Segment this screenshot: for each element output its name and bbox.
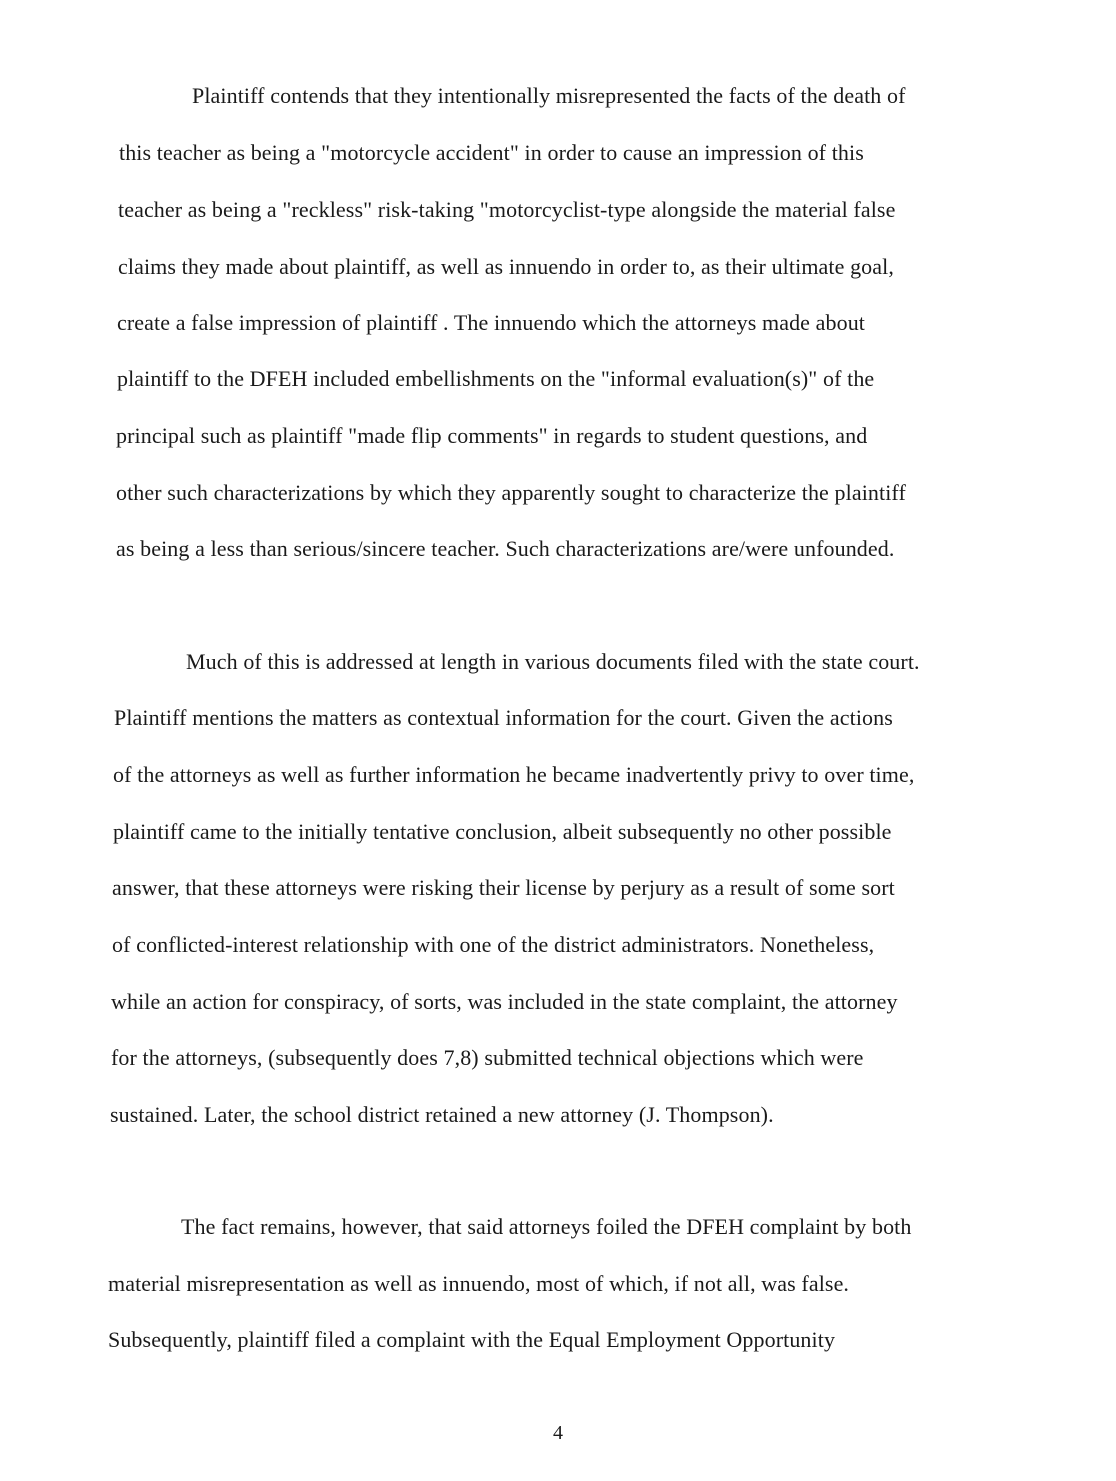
paragraph-2-line-3: of the attorneys as well as further information he became inadvertently privy to over time, (113, 762, 915, 787)
paragraph-2-line-8: for the attorneys, (subsequently does 7,8) submitted technical objections which were (111, 1045, 864, 1070)
paragraph-1-line-3: teacher as being a "reckless" risk-taking "motorcyclist-type alongside the material false (118, 197, 896, 222)
paragraph-2-line-2: Plaintiff mentions the matters as contextual information for the court. Given the actions (114, 705, 893, 730)
paragraph-1-line-6: plaintiff to the DFEH included embellishments on the "informal evaluation(s)" of the (117, 366, 875, 391)
paragraph-2-line-4: plaintiff came to the initially tentative conclusion, albeit subsequently no other possible (113, 819, 892, 844)
page-number: 4 (553, 1422, 563, 1444)
paragraph-1-line-9: as being a less than serious/sincere teacher. Such characterizations are/were unfounded. (116, 536, 895, 561)
paragraph-3-line-2: material misrepresentation as well as innuendo, most of which, if not all, was false. (108, 1271, 850, 1296)
paragraph-3-line-3: Subsequently, plaintiff filed a complaint with the Equal Employment Opportunity (108, 1327, 836, 1352)
paragraph-1-line-5: create a false impression of plaintiff . The innuendo which the attorneys made about (117, 310, 866, 335)
paragraph-3-line-1: The fact remains, however, that said attorneys foiled the DFEH complaint by both (181, 1214, 912, 1239)
paragraph-1-line-4: claims they made about plaintiff, as well as innuendo in order to, as their ultimate goal, (118, 254, 894, 279)
paragraph-2-line-9: sustained. Later, the school district retained a new attorney (J. Thompson). (110, 1102, 774, 1127)
paragraph-2-line-6: of conflicted-interest relationship with one of the district administrators. Nonetheless, (112, 932, 875, 957)
paragraph-1-line-7: principal such as plaintiff "made flip comments" in regards to student questions, and (116, 423, 868, 448)
paragraph-1-line-2: this teacher as being a "motorcycle accident" in order to cause an impression of this (119, 140, 864, 165)
paragraph-2-line-5: answer, that these attorneys were risking their license by perjury as a result of some sort (112, 875, 895, 900)
paragraph-2-line-1: Much of this is addressed at length in various documents filed with the state court. (186, 649, 920, 674)
paragraph-1-line-8: other such characterizations by which they apparently sought to characterize the plaintiff (116, 480, 906, 505)
paragraph-1-line-1: Plaintiff contends that they intentionally misrepresented the facts of the death of (192, 83, 906, 108)
paragraph-2-line-7: while an action for conspiracy, of sorts, was included in the state complaint, the attorney (111, 989, 898, 1014)
